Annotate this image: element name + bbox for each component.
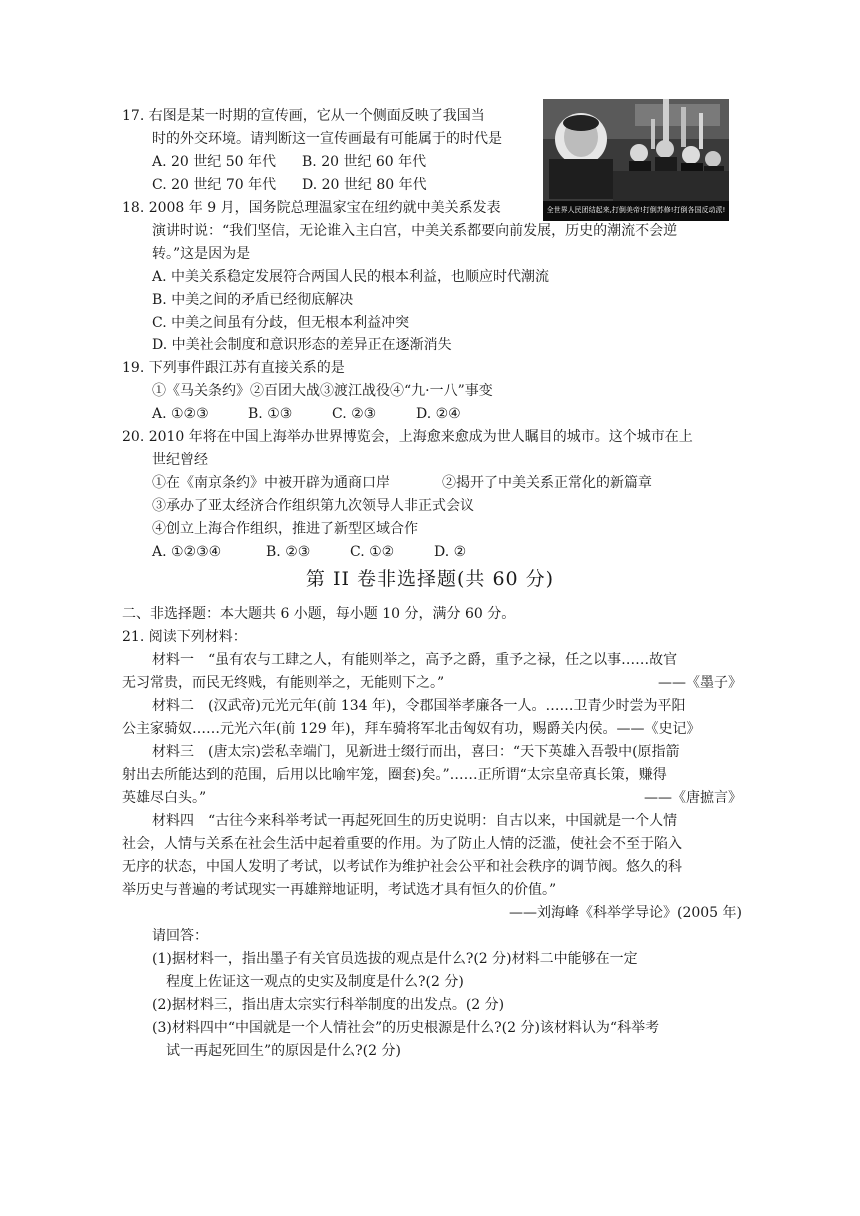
- q21-material1-line1: 材料一 “虽有农与工肆之人，有能则举之，高予之爵，重予之禄，任之以事……故官: [152, 652, 678, 668]
- section-2-instructions: 二、非选择题：本大题共 6 小题，每小题 10 分，满分 60 分。: [122, 606, 516, 622]
- q20-stem-line1: 20. 2010 年将在中国上海举办世界博览会，上海愈来愈成为世人瞩目的城市。这个城市在上: [122, 429, 693, 445]
- q19-option-b: B. ①③: [248, 406, 293, 422]
- q21-material4-line2: 社会，人情与关系在社会生活中起着重要的作用。为了防止人情的泛滥，使社会不至于陷入: [122, 836, 682, 852]
- q18-option-c: C. 中美之间虽有分歧，但无根本利益冲突: [152, 315, 410, 331]
- q17-option-d: D. 20 世纪 80 年代: [302, 177, 427, 193]
- q17-stem-line1: 17. 右图是某一时期的宣传画，它从一个侧面反映了我国当: [122, 108, 485, 124]
- q20-options-row: [152, 542, 466, 562]
- q17-stem-line2: 时的外交环境。请判断这一宣传画最有可能属于的时代是: [152, 131, 502, 147]
- q19-option-d: D. ②④: [416, 406, 461, 422]
- q20-item-1: ①在《南京条约》中被开辟为通商口岸: [152, 475, 390, 491]
- q21-stem: 21. 阅读下列材料：: [122, 629, 247, 645]
- q20-option-b: B. ②③: [266, 544, 311, 560]
- q21-material3-source: ——《唐摭言》: [644, 790, 742, 806]
- q21-material4-line3: 无序的状态，中国人发明了考试，以考试作为维护社会公平和社会秩序的调节阀。悠久的科: [122, 859, 682, 875]
- q18-stem-line3: 转。”这是因为是: [152, 246, 251, 262]
- q18-option-a: A. 中美关系稳定发展符合两国人民的根本利益，也顺应时代潮流: [152, 269, 550, 285]
- q21-subquestion-2: (2)据材料三，指出唐太宗实行科举制度的出发点。(2 分): [152, 997, 505, 1013]
- section-2-title: 第 II 卷非选择题(共 60 分): [305, 568, 555, 590]
- q21-material4-line1: 材料四 “古往今来科举考试一再起死回生的历史说明：自古以来，中国就是一个人情: [152, 813, 678, 829]
- q21-material3-line1: 材料三 (唐太宗)尝私幸端门，见新进士缀行而出，喜曰：“天下英雄入吾彀中(原指箭: [152, 744, 680, 760]
- q21-material1-line2: 无习常贵，而民无终贱，有能则举之，无能则下之。”: [122, 675, 445, 691]
- q21-subquestion-3-line2: 试一再起死回生”的原因是什么?(2 分): [166, 1043, 401, 1059]
- q20-item-3: ③承办了亚太经济合作组织第九次领导人非正式会议: [152, 498, 474, 514]
- q21-material1-source: ——《墨子》: [658, 675, 742, 691]
- q20-option-a: A. ①②③④: [152, 544, 222, 560]
- q17-options-row2: [152, 175, 427, 195]
- q20-option-d: D. ②: [434, 544, 467, 560]
- q18-option-b: B. 中美之间的矛盾已经彻底解决: [152, 292, 354, 308]
- q17-option-b: B. 20 世纪 60 年代: [302, 154, 427, 170]
- q21-material2-line1: 材料二 (汉武帝)元光元年(前 134 年)，令郡国举孝廉各一人。……卫青少时尝为平阳: [152, 698, 686, 714]
- q19-option-a: A. ①②③: [152, 406, 209, 422]
- q18-stem-line1: 18. 2008 年 9 月，国务院总理温家宝在纽约就中美关系发表: [122, 200, 501, 216]
- q17-options-row1: [152, 152, 426, 172]
- q20-option-c: C. ①②: [350, 544, 395, 560]
- q19-stem-line1: 19. 下列事件跟江苏有直接关系的是: [122, 360, 345, 376]
- q18-stem-line2: 演讲时说：“我们坚信，无论谁入主白宫，中美关系都要向前发展，历史的潮流不会逆: [152, 223, 678, 239]
- q21-subquestion-1-line1: (1)据材料一，指出墨子有关官员选拔的观点是什么?(2 分)材料二中能够在一定: [152, 951, 638, 967]
- q19-option-c: C. ②③: [332, 406, 377, 422]
- q20-item-4: ④创立上海合作组织，推进了新型区域合作: [152, 521, 418, 537]
- q21-material3-line3: 英雄尽白头。”: [122, 790, 207, 806]
- q19-options-row: [152, 404, 461, 424]
- q19-stem-line2: ①《马关条约》②百团大战③渡江战役④“九·一八”事变: [152, 383, 493, 399]
- q20-item-2: ②揭开了中美关系正常化的新篇章: [442, 475, 652, 491]
- poster-caption: 全世界人民团结起来,打倒美帝!打倒苏修!打倒各国反动派!: [546, 206, 726, 214]
- q21-material4-source: ——刘海峰《科举学导论》(2005 年): [508, 905, 742, 921]
- q21-subquestion-3-line1: (3)材料四中“中国就是一个人情社会”的历史根源是什么?(2 分)该材料认为“科举考: [152, 1020, 660, 1036]
- q17-option-c: C. 20 世纪 70 年代: [152, 177, 277, 193]
- q21-subquestion-1-line2: 程度上佐证这一观点的史实及制度是什么?(2 分): [166, 974, 464, 990]
- q21-material3-line2: 射出去所能达到的范围，后用以比喻牢笼，圈套)矣。”……正所谓“太宗皇帝真长策，赚得: [122, 767, 667, 783]
- q20-items-row1: [152, 473, 652, 493]
- q21-material2-line2: 公主家骑奴……元光六年(前 129 年)，拜车骑将军北击匈奴有功，赐爵关内侯。——《史记》: [122, 721, 701, 737]
- propaganda-poster-image: [543, 99, 729, 221]
- q20-stem-line2: 世纪曾经: [152, 452, 208, 468]
- q17-option-a: A. 20 世纪 50 年代: [152, 154, 276, 170]
- q21-material4-line4: 举历史与普遍的考试现实一再雄辩地证明，考试选才具有恒久的价值。”: [122, 882, 557, 898]
- q21-answer-prompt: 请回答：: [152, 928, 208, 944]
- q18-option-d: D. 中美社会制度和意识形态的差异正在逐渐消失: [152, 337, 452, 353]
